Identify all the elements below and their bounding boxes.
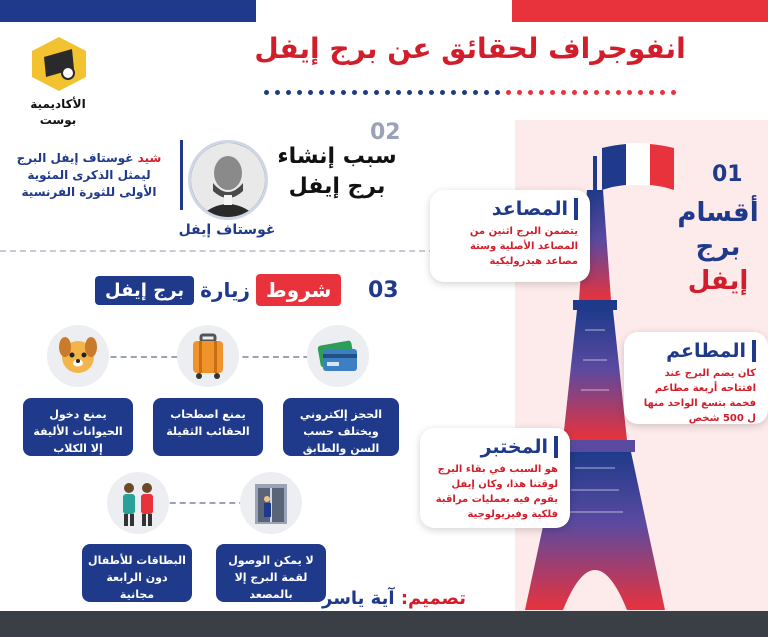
section3-word-blue: برج إيفل <box>95 276 194 305</box>
section2-title <box>262 142 412 202</box>
section3-title <box>95 272 341 308</box>
eiffel-quote <box>4 150 174 201</box>
condition-booking: الحجز إلكتروني ويختلف حسب السن والطابق الذي ستزوره <box>283 398 399 456</box>
card-restaurants <box>624 332 768 424</box>
dog-icon <box>47 325 109 387</box>
page-title: انفوجراف لحقائق عن برج إيفل <box>254 32 686 65</box>
french-flag-icon <box>602 140 674 196</box>
designer-credit <box>322 588 466 609</box>
elevator-icon <box>240 472 302 534</box>
academy-name-line1: الأكاديمية <box>30 97 86 111</box>
card-lab-body: هو السبب في بقاء البرج لوقتنا هذا، وكان إيفل يقوم فيه بعمليات مراقبة فلكية وفيزيولوجية <box>435 464 558 520</box>
section3-word-red: شروط <box>256 274 341 306</box>
section1-title-line3: إيفل <box>687 266 749 296</box>
title-dots-divider <box>250 90 690 95</box>
family-icon <box>107 472 169 534</box>
quote-line3: الأولى للثورة الفرنسية <box>21 185 157 199</box>
card-lab-title: المختبر <box>480 436 548 458</box>
credit-label: تصميم: <box>400 588 467 609</box>
section1-title-line2: برج <box>695 232 741 262</box>
section2-number: 02 <box>370 120 401 145</box>
card-lab <box>420 428 570 528</box>
flag-stripe-blue <box>0 0 256 22</box>
quote-highlight: شيد <box>137 151 162 165</box>
card-elevators-body: يتضمن البرج اثنين من المصاعد الأصلية وستة مصاعد هيدروليكية <box>469 226 578 267</box>
academy-name-line2: بوست <box>39 113 77 127</box>
section2-title-line1: سبب إنشاء <box>277 144 397 169</box>
condition-luggage: يمنع اصطحاب الحقائب الثقيلة <box>153 398 263 456</box>
flag-stripe-white <box>256 0 512 22</box>
card-restaurants-body: كان يضم البرج عند افتتاحه أربعة مطاعم فخمة بتسع الواحد منها ل 500 شخص <box>643 368 756 424</box>
gustave-eiffel-portrait-icon <box>188 140 268 220</box>
section1-title <box>668 196 768 298</box>
portrait-caption: غوستاف إيفل <box>178 222 276 238</box>
card-elevators <box>430 190 590 282</box>
section1-number: 01 <box>712 162 743 187</box>
quote-line2: ليمثل الذكرى المئوية <box>27 168 151 182</box>
bottom-bar <box>0 611 768 637</box>
flag-stripe-red <box>512 0 768 22</box>
section3-word-plain: زيارة <box>200 278 251 302</box>
condition-children: البطاقات للأطفال دون الرابعة مجانية <box>82 544 192 602</box>
suitcase-icon <box>177 325 239 387</box>
condition-pets: يمنع دخول الحيوانات الأليفة إلا الكلاب المرافقة العميان <box>23 398 133 456</box>
condition-elevator: لا يمكن الوصول لقمة البرج إلا بالمصعد <box>216 544 326 602</box>
card-elevators-title: المصاعد <box>491 198 568 220</box>
card-restaurants-title: المطاعم <box>666 340 746 362</box>
quote-line1: غوستاف إيفل البرج <box>16 151 138 165</box>
credit-name: آية ياسر <box>322 588 395 609</box>
quote-divider <box>180 140 183 210</box>
section3-number: 03 <box>368 278 399 303</box>
section2-title-line2: برج إيفل <box>288 174 386 199</box>
academy-logo-icon <box>30 35 88 93</box>
section1-title-line1: أقسام <box>677 198 759 228</box>
credit-card-icon <box>307 325 369 387</box>
academy-name <box>18 96 98 128</box>
